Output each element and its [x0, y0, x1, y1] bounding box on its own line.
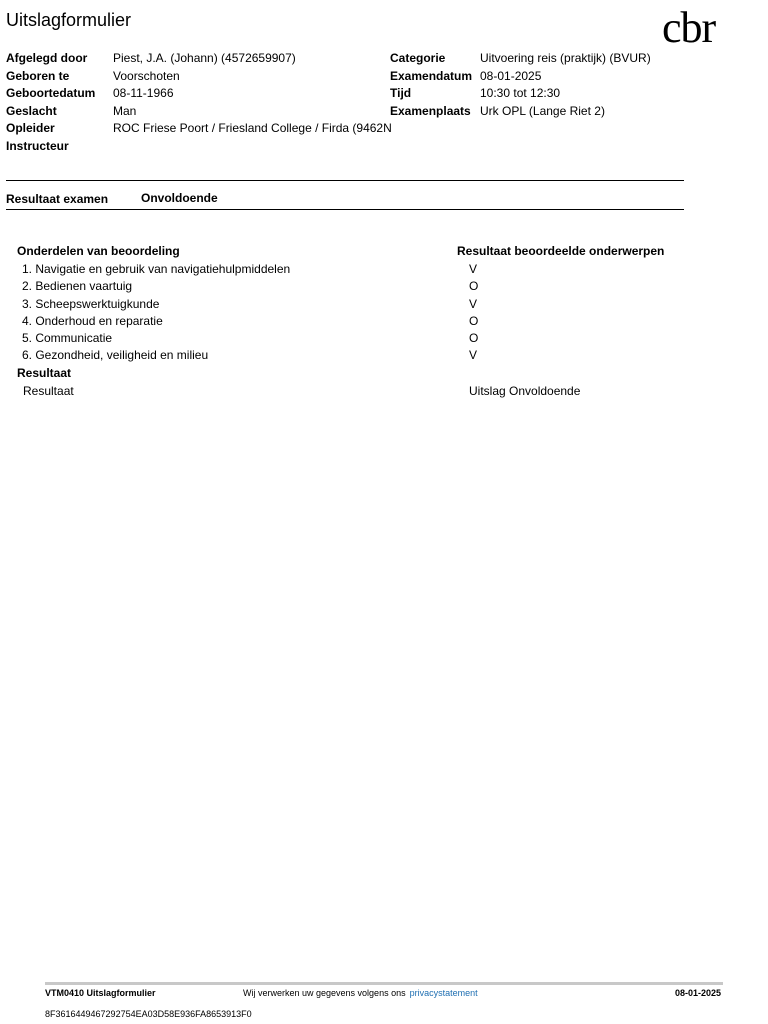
- result-label: Resultaat examen: [6, 192, 109, 206]
- info-value: Man: [113, 103, 137, 118]
- divider: [6, 180, 684, 181]
- summary-label: Resultaat: [23, 384, 74, 398]
- item-result: O: [469, 313, 479, 328]
- info-label: Instructeur: [6, 138, 69, 153]
- summary-header: Resultaat: [17, 366, 72, 380]
- info-label: Categorie: [390, 51, 446, 65]
- list-item: [0, 330, 768, 347]
- item-result: V: [469, 348, 478, 363]
- info-label: Opleider: [6, 121, 55, 135]
- list-item: [0, 347, 768, 364]
- footer-date: 08-01-2025: [675, 988, 722, 998]
- assessment-result-header: Resultaat beoordeelde onderwerpen: [457, 244, 665, 258]
- footer-hash: 8F3616449467292754EA03D58E936FA8653913F0: [45, 1009, 252, 1019]
- item-name: 4. Onderhoud en reparatie: [22, 313, 163, 328]
- list-item: [0, 296, 768, 313]
- footer-divider: [45, 982, 723, 985]
- footer-form-code: VTM0410 Uitslagformulier: [45, 988, 156, 998]
- cbr-logo: cbr: [662, 3, 716, 52]
- info-value: Voorschoten: [113, 68, 180, 83]
- list-item: [0, 278, 768, 295]
- info-value: ROC Friese Poort / Friesland College / Firda (9462N: [113, 121, 392, 135]
- privacy-text: Wij verwerken uw gegevens volgens ons: [243, 988, 406, 998]
- list-item: [0, 313, 768, 330]
- item-name: 6. Gezondheid, veiligheid en milieu: [22, 348, 209, 363]
- info-label: Geboortedatum: [6, 86, 96, 100]
- item-name: 1. Navigatie en gebruik van navigatiehulpmiddelen: [22, 262, 291, 276]
- info-label: Geslacht: [6, 103, 57, 118]
- summary-value: Uitslag Onvoldoende: [469, 384, 581, 398]
- info-label: Afgelegd door: [6, 51, 88, 65]
- item-name: 5. Communicatie: [22, 331, 113, 346]
- assessment-list: [0, 261, 768, 365]
- info-value: 08-11-1966: [113, 86, 174, 100]
- divider: [6, 209, 684, 210]
- info-label: Examendatum: [390, 68, 473, 83]
- privacy-statement-link[interactable]: privacystatement: [409, 988, 478, 998]
- info-value: Piest, J.A. (Johann) (4572659907): [113, 51, 296, 65]
- info-label: Geboren te: [6, 68, 70, 83]
- page-title: Uitslagformulier: [6, 10, 132, 30]
- result-value: Onvoldoende: [141, 191, 218, 205]
- list-item: [0, 261, 768, 278]
- item-name: 2. Bedienen vaartuig: [22, 279, 133, 294]
- info-label: Tijd: [390, 86, 412, 100]
- item-result: O: [469, 331, 479, 346]
- footer-privacy-notice: [243, 988, 478, 998]
- info-value: 08-01-2025: [480, 68, 542, 83]
- item-result: V: [469, 296, 478, 311]
- item-name: 3. Scheepswerktuigkunde: [22, 296, 160, 311]
- assessment-header: Onderdelen van beoordeling: [17, 244, 180, 258]
- item-result: O: [469, 279, 479, 294]
- item-result: V: [469, 262, 478, 276]
- info-value: Urk OPL (Lange Riet 2): [480, 103, 605, 118]
- info-value: 10:30 tot 12:30: [480, 86, 561, 100]
- info-value: Uitvoering reis (praktijk) (BVUR): [480, 51, 651, 65]
- info-label: Examenplaats: [390, 103, 471, 118]
